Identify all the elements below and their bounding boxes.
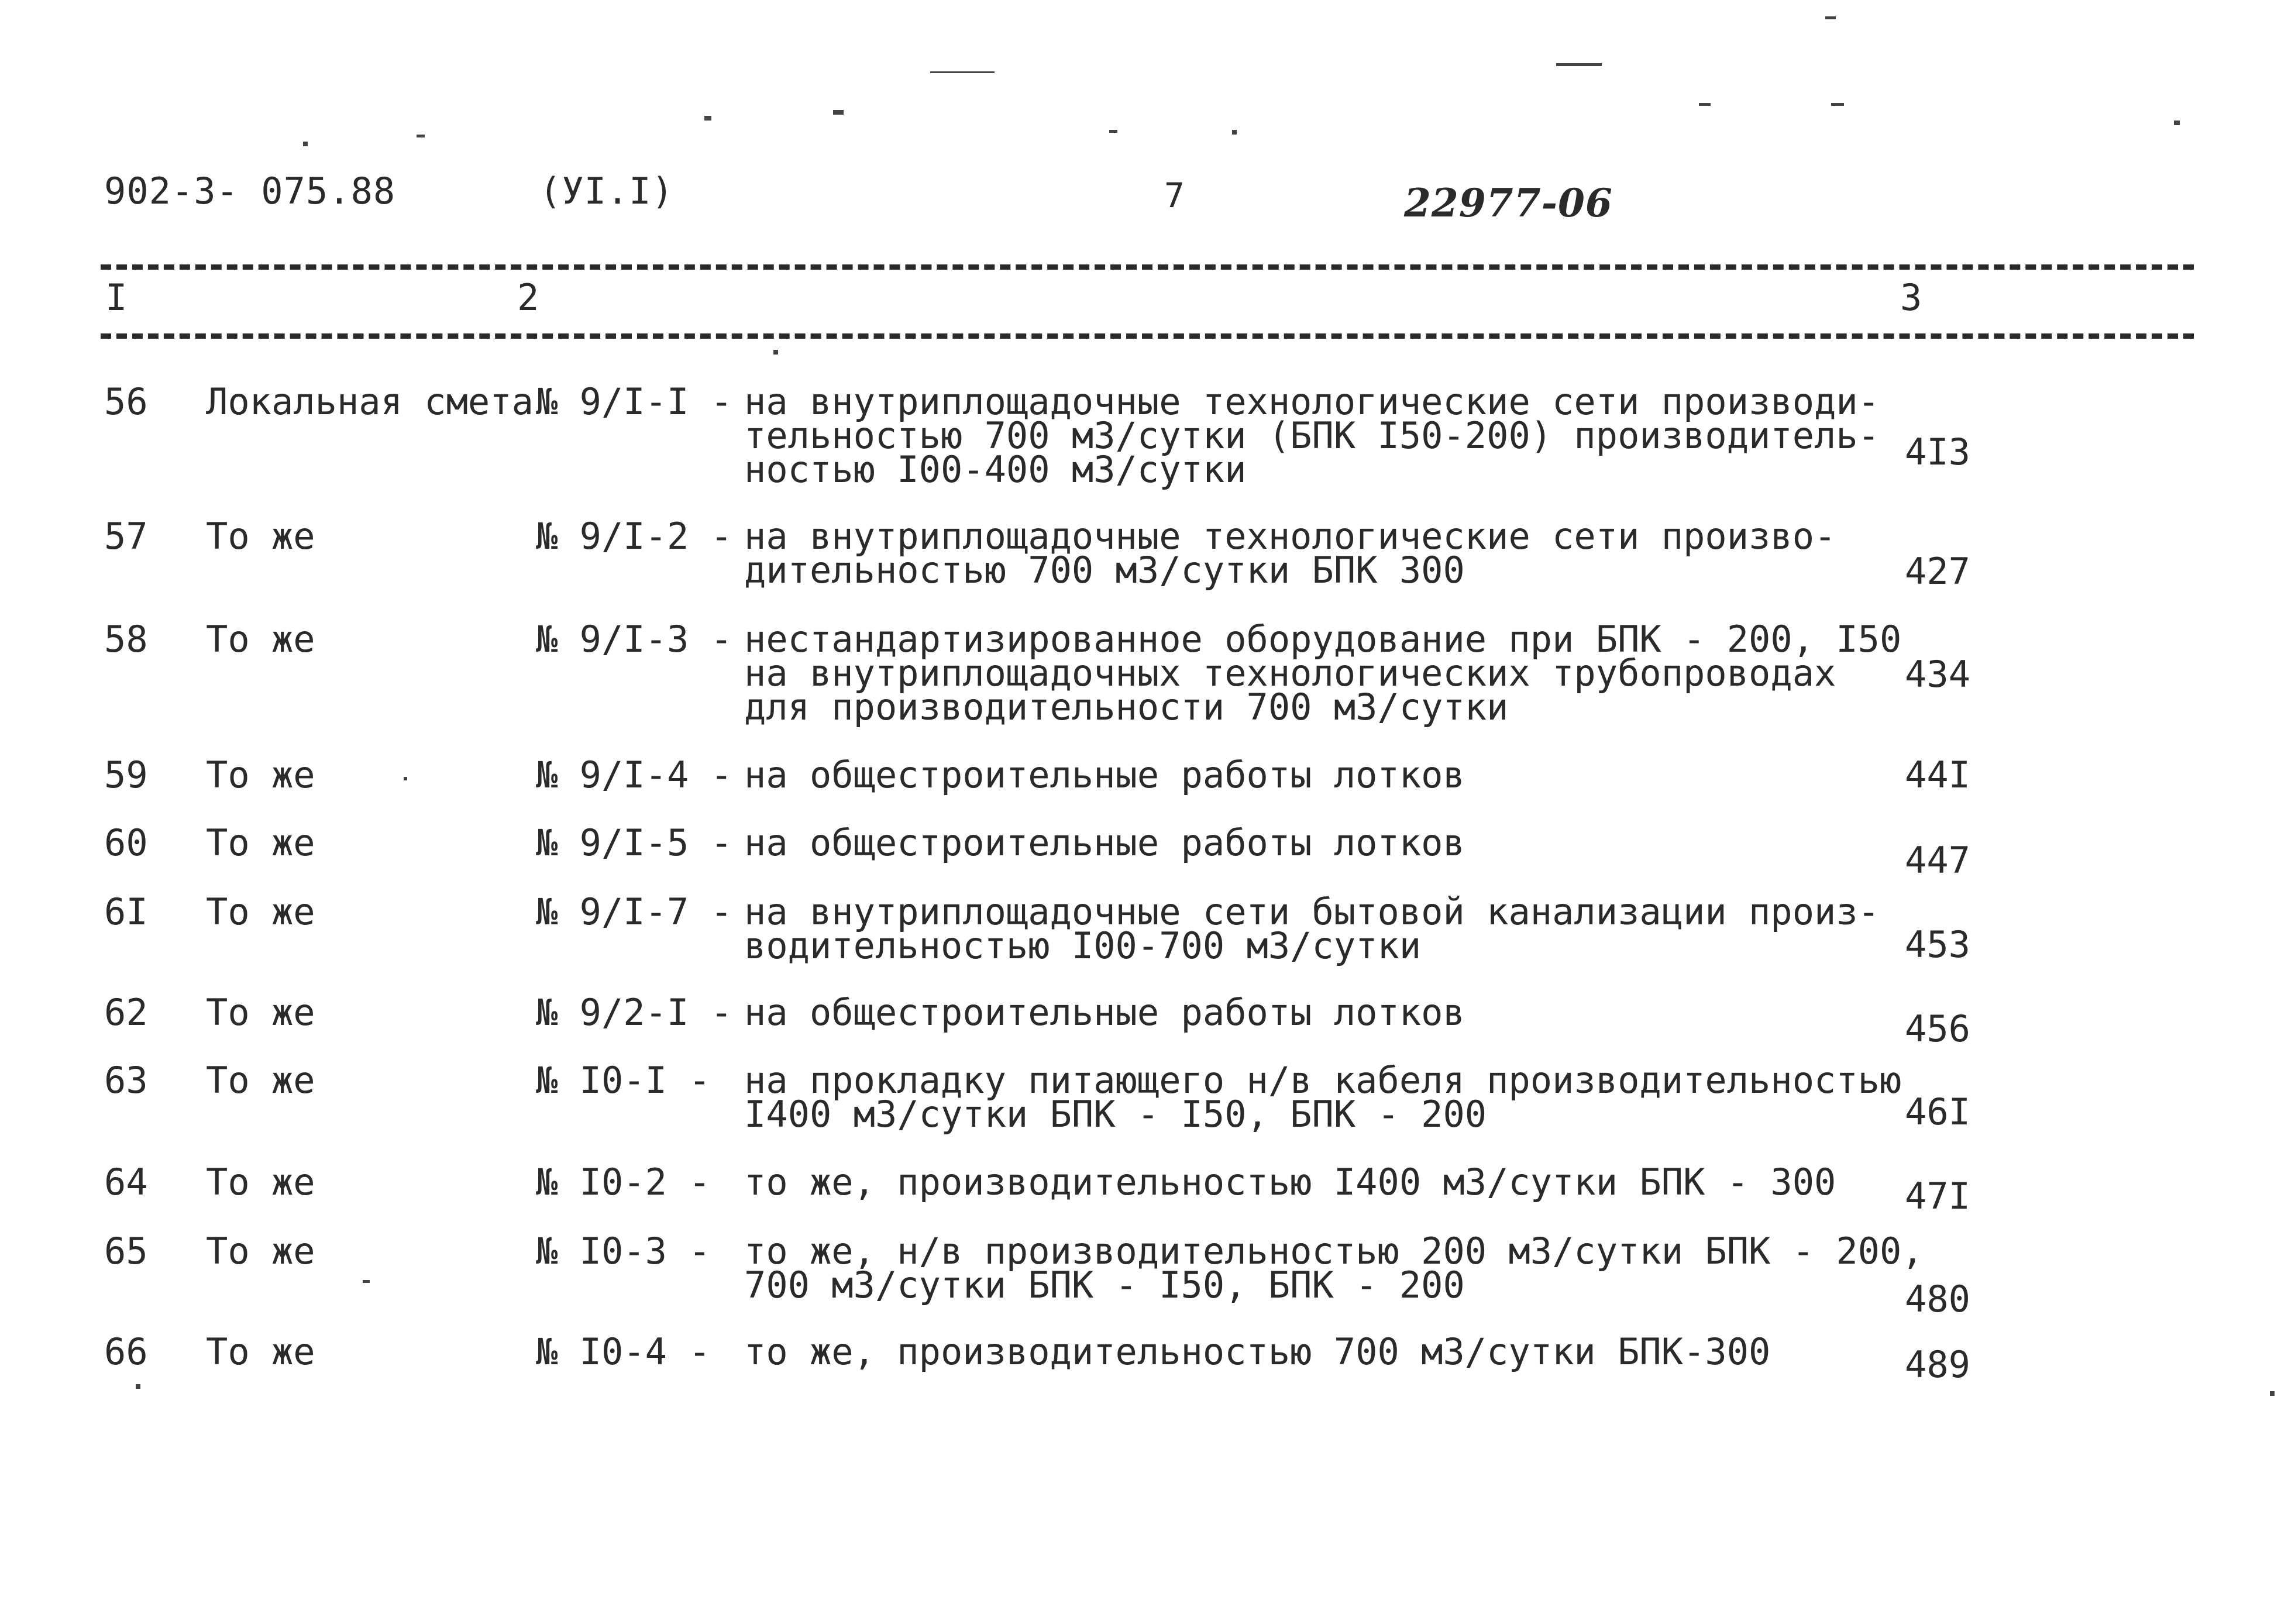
- scan-mark: [704, 116, 711, 121]
- scan-mark: [1109, 130, 1117, 133]
- scan-mark: [363, 1280, 370, 1283]
- row-title: То же: [206, 1230, 315, 1272]
- description-line: на общестроительные работы лотков: [744, 991, 1465, 1034]
- table-header-rule: [101, 333, 2194, 339]
- column-header-3: 3: [1900, 276, 1922, 319]
- scan-mark: [303, 142, 308, 146]
- row-description: [744, 991, 1465, 1034]
- row-reference: № I0-2 -: [536, 1161, 711, 1203]
- row-page: 44I: [1905, 753, 1970, 796]
- row-description: [744, 1059, 1902, 1136]
- row-reference: № 9/I-4 -: [536, 753, 732, 796]
- scan-mark: [404, 777, 407, 780]
- document-number: 22977-06: [1404, 180, 1613, 226]
- scan-mark: [417, 135, 425, 137]
- row-number: 6I: [104, 890, 148, 933]
- scan-mark: [1699, 103, 1711, 106]
- row-reference: № 9/2-I -: [536, 991, 732, 1034]
- row-description: [744, 890, 1880, 967]
- row-reference: № 9/I-3 -: [536, 618, 732, 660]
- row-page: 46I: [1905, 1090, 1970, 1133]
- row-number: 65: [104, 1230, 148, 1272]
- row-title: То же: [206, 991, 315, 1034]
- scan-mark: [1825, 16, 1836, 19]
- description-line: ностью I00-400 м3/сутки: [744, 448, 1247, 491]
- scan-mark: [773, 350, 778, 355]
- description-line: 700 м3/сутки БПК - I50, БПК - 200: [744, 1264, 1465, 1306]
- row-number: 60: [104, 821, 148, 864]
- description-line: на общестроительные работы лотков: [744, 753, 1465, 796]
- description-line: на общестроительные работы лотков: [744, 821, 1465, 864]
- row-description: [744, 380, 1880, 491]
- row-number: 63: [104, 1059, 148, 1102]
- scan-mark: [1556, 63, 1602, 66]
- scan-mark: [2174, 121, 2180, 125]
- row-description: [744, 1161, 1836, 1203]
- row-title: То же: [206, 821, 315, 864]
- row-page: 4I3: [1905, 431, 1970, 473]
- description-line: на прокладку питающего н/в кабеля производительностью: [744, 1059, 1902, 1102]
- row-page: 453: [1905, 923, 1970, 966]
- row-title: Локальная смета: [206, 380, 534, 423]
- row-description: [744, 1230, 1924, 1306]
- row-description: [744, 753, 1465, 796]
- column-header-2: 2: [517, 276, 539, 319]
- description-line: на внутриплощадочные технологические сети произво-: [744, 515, 1836, 558]
- scan-mark: [1232, 130, 1237, 135]
- description-line: на внутриплощадочных технологических трубопроводах: [744, 652, 1836, 694]
- row-reference: № 9/I-7 -: [536, 890, 732, 933]
- description-line: то же, производительностью 700 м3/сутки БПК-300: [744, 1330, 1771, 1373]
- page-number: 7: [1164, 176, 1185, 215]
- row-reference: № 9/I-5 -: [536, 821, 732, 864]
- row-title: То же: [206, 1161, 315, 1203]
- table-top-rule: [101, 264, 2194, 270]
- row-title: То же: [206, 890, 315, 933]
- scan-mark: [1831, 103, 1844, 106]
- row-page: 447: [1905, 839, 1970, 882]
- description-line: I400 м3/сутки БПК - I50, БПК - 200: [744, 1093, 1487, 1136]
- row-description: [744, 1330, 1771, 1373]
- scan-mark: [833, 110, 844, 115]
- description-line: для производительности 700 м3/сутки: [744, 686, 1509, 728]
- row-page: 456: [1905, 1007, 1970, 1050]
- description-line: на внутриплощадочные сети бытовой канализации произ-: [744, 890, 1880, 933]
- description-line: нестандартизированное оборудование при БПК - 200, I50: [744, 618, 1902, 660]
- row-number: 59: [104, 753, 148, 796]
- row-number: 57: [104, 515, 148, 558]
- row-reference: № I0-3 -: [536, 1230, 711, 1272]
- description-line: водительностью I00-700 м3/сутки: [744, 924, 1422, 967]
- row-page: 47I: [1905, 1175, 1970, 1217]
- row-number: 58: [104, 618, 148, 660]
- scan-mark: [136, 1384, 140, 1389]
- description-line: тельностью 700 м3/сутки (БПК I50-200) производитель-: [744, 414, 1880, 457]
- row-title: То же: [206, 1059, 315, 1102]
- description-line: на внутриплощадочные технологические сети производи-: [744, 380, 1880, 423]
- scan-mark: [930, 71, 995, 73]
- description-line: дительностью 700 м3/сутки БПК 300: [744, 549, 1465, 591]
- row-number: 66: [104, 1330, 148, 1373]
- row-title: То же: [206, 515, 315, 558]
- row-description: [744, 821, 1465, 864]
- row-number: 64: [104, 1161, 148, 1203]
- row-title: То же: [206, 618, 315, 660]
- column-header-1: I: [105, 276, 128, 319]
- document-section: (УI.I): [539, 170, 674, 212]
- row-page: 434: [1905, 653, 1970, 696]
- row-reference: № I0-I -: [536, 1059, 711, 1102]
- row-title: То же: [206, 753, 315, 796]
- description-line: то же, производительностью I400 м3/сутки БПК - 300: [744, 1161, 1836, 1203]
- row-title: То же: [206, 1330, 315, 1373]
- description-line: то же, н/в производительностью 200 м3/сутки БПК - 200,: [744, 1230, 1924, 1272]
- row-reference: № 9/I-I -: [536, 380, 732, 423]
- row-number: 56: [104, 380, 148, 423]
- row-reference: № 9/I-2 -: [536, 515, 732, 558]
- row-page: 480: [1905, 1278, 1970, 1320]
- row-page: 489: [1905, 1343, 1970, 1386]
- scan-mark: [2270, 1391, 2275, 1396]
- row-number: 62: [104, 991, 148, 1034]
- row-page: 427: [1905, 550, 1970, 593]
- document-code: 902-3- 075.88: [104, 170, 396, 212]
- row-reference: № I0-4 -: [536, 1330, 711, 1373]
- row-description: [744, 618, 1902, 728]
- row-description: [744, 515, 1836, 591]
